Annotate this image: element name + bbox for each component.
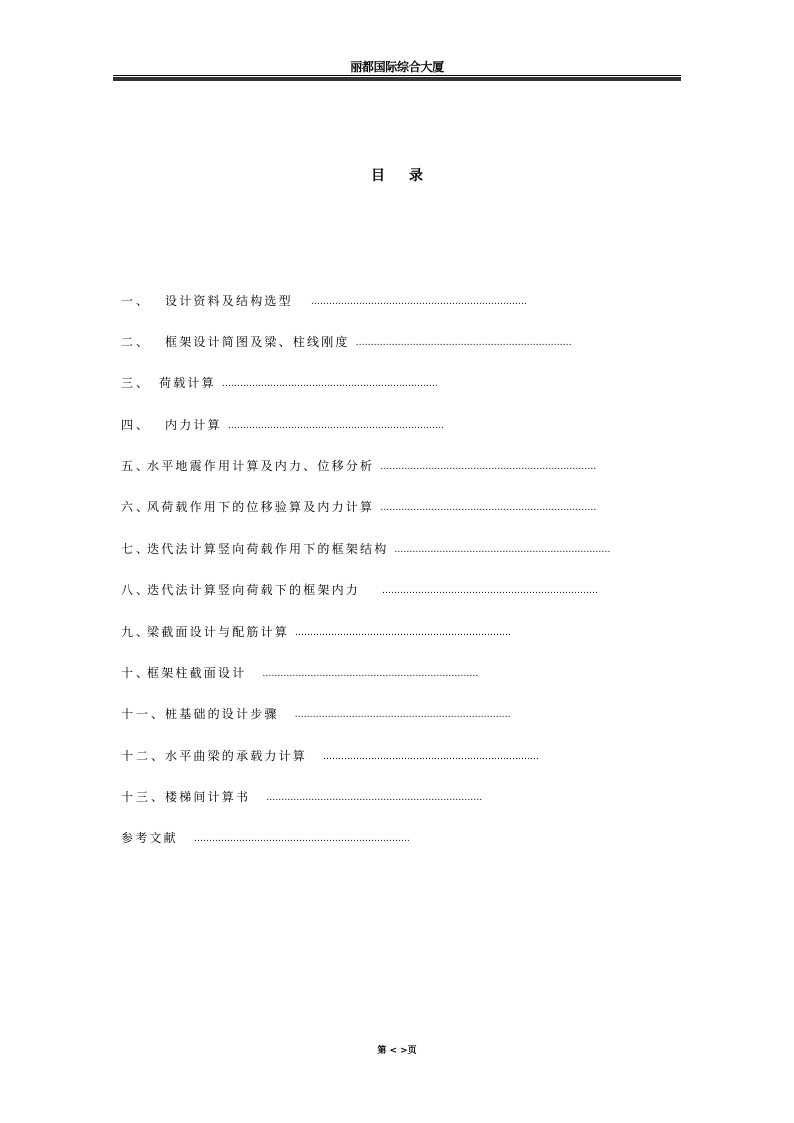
toc-entry-number: 十、 — [121, 666, 152, 680]
toc-entry-number: 十一、 — [121, 707, 167, 721]
toc-entry-label: 梁截面设计与配筋计算 — [147, 625, 290, 639]
toc-entry[interactable] — [121, 538, 633, 556]
toc-entry[interactable] — [121, 662, 639, 680]
toc-entry-label: 内力计算 — [165, 418, 222, 432]
toc-entry-leader: ……………………………………………………………… — [193, 834, 410, 844]
toc-title — [0, 165, 794, 185]
toc-entry-number: 九、 — [121, 625, 152, 639]
toc-entry-leader: ……………………………………………………………… — [380, 462, 597, 472]
toc-entry-label: 设计资料及结构选型 — [165, 294, 293, 308]
toc-entry-label: 迭代法计算竖向荷载作用下的框架结构 — [147, 542, 389, 556]
toc-entry-number: 三、 — [121, 376, 152, 390]
toc-entry-leader: ……………………………………………………………… — [323, 752, 540, 762]
toc-entry-label: 水平地震作用计算及内力、位移分析 — [147, 459, 375, 473]
toc-entry-number: 十三、 — [121, 790, 167, 804]
toc-entry-label: 水平曲梁的承载力计算 — [165, 749, 308, 763]
toc-entry-leader: ……………………………………………………………… — [266, 793, 483, 803]
toc-entry[interactable] — [121, 372, 627, 390]
toc-entry-leader: ……………………………………………………………… — [295, 628, 512, 638]
toc-entry[interactable] — [121, 579, 633, 597]
toc-entry-label: 桩基础的设计步骤 — [165, 707, 279, 721]
toc-entry-number: 八、 — [121, 583, 152, 597]
toc-entry[interactable] — [121, 703, 639, 721]
toc-entry-leader: ……………………………………………………………… — [227, 421, 444, 431]
toc-entry-leader: ……………………………………………………………… — [294, 710, 511, 720]
toc-entry-label: 迭代法计算竖向荷载下的框架内力 — [147, 583, 361, 597]
toc-entry[interactable] — [121, 331, 633, 349]
toc-entry-leader: ……………………………………………………………… — [382, 586, 599, 596]
toc-entry-number: 五、 — [121, 459, 152, 473]
toc-entry-leader: ……………………………………………………………… — [221, 379, 438, 389]
toc-entry[interactable] — [121, 786, 639, 804]
toc-title-left: 目 — [371, 168, 385, 184]
toc-entry[interactable] — [121, 290, 633, 308]
toc-entry-leader: ……………………………………………………………… — [310, 297, 527, 307]
toc-entry[interactable] — [121, 414, 633, 432]
toc-entry-label: 楼梯间计算书 — [165, 790, 251, 804]
toc-entry-label: 框架柱截面设计 — [147, 666, 247, 680]
toc-entry-leader: ……………………………………………………………… — [355, 338, 572, 348]
toc-title-right: 录 — [409, 168, 423, 184]
toc-entry-label: 荷载计算 — [159, 376, 216, 390]
toc-entry[interactable] — [121, 827, 639, 845]
header-rule-thick — [113, 77, 681, 81]
toc-entry-leader: ……………………………………………………………… — [380, 503, 597, 513]
toc-entry-number: 一、 — [121, 294, 152, 308]
toc-entry-label: 参考文献 — [121, 831, 178, 845]
toc-entry-leader: ……………………………………………………………… — [262, 669, 479, 679]
toc-entry[interactable] — [121, 496, 633, 514]
toc-entry-number: 二、 — [121, 335, 152, 349]
toc-entry[interactable] — [121, 455, 633, 473]
toc-entry-number: 四、 — [121, 418, 152, 432]
toc-entry[interactable] — [121, 621, 633, 639]
page-header-title: 丽都国际综合大厦 — [350, 60, 444, 74]
page-footer-number: 第 < >页 — [377, 1046, 417, 1056]
toc-entry-leader: ……………………………………………………………… — [394, 545, 611, 555]
toc-entry[interactable] — [121, 745, 639, 763]
toc-entry-number: 七、 — [121, 542, 152, 556]
toc-entry-number: 六、 — [121, 500, 152, 514]
toc-entry-number: 十二、 — [121, 749, 167, 763]
toc-entry-label: 风荷载作用下的位移验算及内力计算 — [147, 500, 375, 514]
toc-entry-label: 框架设计简图及梁、柱线刚度 — [165, 335, 350, 349]
header-rule-thin — [113, 75, 681, 76]
